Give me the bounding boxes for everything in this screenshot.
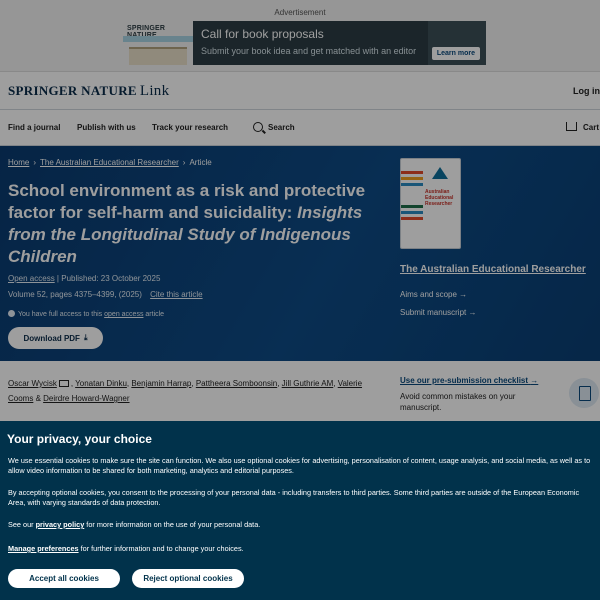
- reject-optional-cookies-button[interactable]: Reject optional cookies: [132, 569, 244, 588]
- arrow-right-icon: →: [468, 308, 477, 317]
- chevron-right-icon: ›: [182, 158, 186, 167]
- article-title-main: School environment as a risk and protective factor for self-harm and suicidality:: [8, 181, 366, 222]
- author-separator: ,: [70, 379, 76, 388]
- cookie-text: for further information and to change your choices.: [78, 544, 244, 553]
- arrow-right-icon: →: [459, 290, 468, 299]
- manage-preferences-link[interactable]: Manage preferences: [8, 544, 79, 553]
- checklist-label: Use our pre-submission checklist: [400, 376, 529, 385]
- breadcrumb-current: Article: [189, 158, 212, 167]
- aims-scope-label: Aims and scope: [400, 290, 457, 299]
- author-link[interactable]: Valerie Cooms: [8, 379, 363, 403]
- author-link[interactable]: Pattheera Somboonsin: [195, 379, 278, 388]
- cookie-text: for more information on the use of your personal data.: [84, 520, 261, 529]
- access-post: article: [143, 311, 165, 318]
- login-link[interactable]: Log in: [573, 86, 600, 96]
- cookie-paragraph-4: [8, 544, 598, 554]
- author-separator: ,: [126, 379, 132, 388]
- ad-learn-more-button[interactable]: Learn more: [432, 47, 480, 60]
- access-pre: You have full access to this: [18, 311, 105, 318]
- checklist-description: Avoid common mistakes on your manuscript.: [400, 392, 516, 412]
- ad-title: Call for book proposals: [201, 27, 324, 41]
- brand-name: SPRINGER NATURE: [8, 83, 137, 98]
- ad-label: Advertisement: [274, 8, 326, 17]
- cover-title: Australian Educational Researcher: [425, 189, 454, 207]
- author-link[interactable]: Jill Guthrie AM: [281, 379, 334, 388]
- cookie-text: See our: [8, 520, 36, 529]
- cookie-title: Your privacy, your choice: [7, 432, 152, 446]
- privacy-policy-link[interactable]: privacy policy: [35, 520, 85, 529]
- breadcrumb-journal[interactable]: The Australian Educational Researcher: [40, 158, 179, 167]
- nav-publish[interactable]: Publish with us: [77, 123, 136, 132]
- open-access-link[interactable]: Open access: [8, 274, 55, 283]
- author-separator: ,: [277, 379, 282, 388]
- download-icon: ⤓: [83, 333, 88, 342]
- nav-cart[interactable]: Cart: [583, 123, 600, 132]
- accept-all-cookies-button[interactable]: Accept all cookies: [8, 569, 120, 588]
- author-link[interactable]: Benjamin Harrap: [131, 379, 192, 388]
- brand-suffix: Link: [139, 83, 170, 99]
- ad-subtitle: Submit your book idea and get matched with an editor: [201, 46, 417, 56]
- volume-info: Volume 52, pages 4375–4399, (2025): [8, 290, 142, 299]
- arrow-right-icon: →: [530, 376, 539, 385]
- cookie-consent-banner: [0, 421, 600, 600]
- author-separator: ,: [333, 379, 338, 388]
- author-separator: &: [33, 394, 44, 403]
- nav-track-research[interactable]: Track your research: [152, 123, 229, 132]
- nav-search[interactable]: Search: [268, 123, 295, 132]
- access-open-access-link[interactable]: open access: [104, 311, 144, 318]
- cite-article-link[interactable]: Cite this article: [150, 290, 203, 299]
- ad-logo: SPRINGER: [127, 25, 166, 32]
- author-separator: ,: [191, 379, 196, 388]
- author-link[interactable]: Oscar Wycisk: [8, 379, 57, 388]
- download-pdf-label: Download PDF: [23, 333, 80, 343]
- nav-find-journal[interactable]: Find a journal: [8, 123, 61, 132]
- cookie-paragraph-1: We use essential cookies to make sure the site can function. We also use optional cookies for advertising, personalisation of content, usage analysis, and social media, as well as to allow video information to be shared for both marketing, analytics and editorial purposes.: [8, 456, 591, 475]
- journal-name-link[interactable]: The Australian Educational Researcher: [400, 264, 586, 275]
- breadcrumb-home[interactable]: Home: [8, 158, 30, 167]
- article-title-italic: Insights from the Longitudinal Study of Indigenous Children: [8, 203, 363, 266]
- chevron-right-icon: ›: [33, 158, 37, 167]
- cookie-paragraph-2: By accepting optional cookies, you consent to the processing of your personal data - including transfers to third parties. Some third parties are outside of the European Economic Area, with varying standards of data protection.: [8, 488, 580, 507]
- author-link[interactable]: Yonatan Dinku: [75, 379, 127, 388]
- cookie-paragraph-3: [8, 520, 598, 530]
- published-date: | Published: 23 October 2025: [54, 274, 161, 283]
- submit-manuscript-label: Submit manuscript: [400, 308, 467, 317]
- author-link[interactable]: Deirdre Howard-Wagner: [43, 394, 130, 403]
